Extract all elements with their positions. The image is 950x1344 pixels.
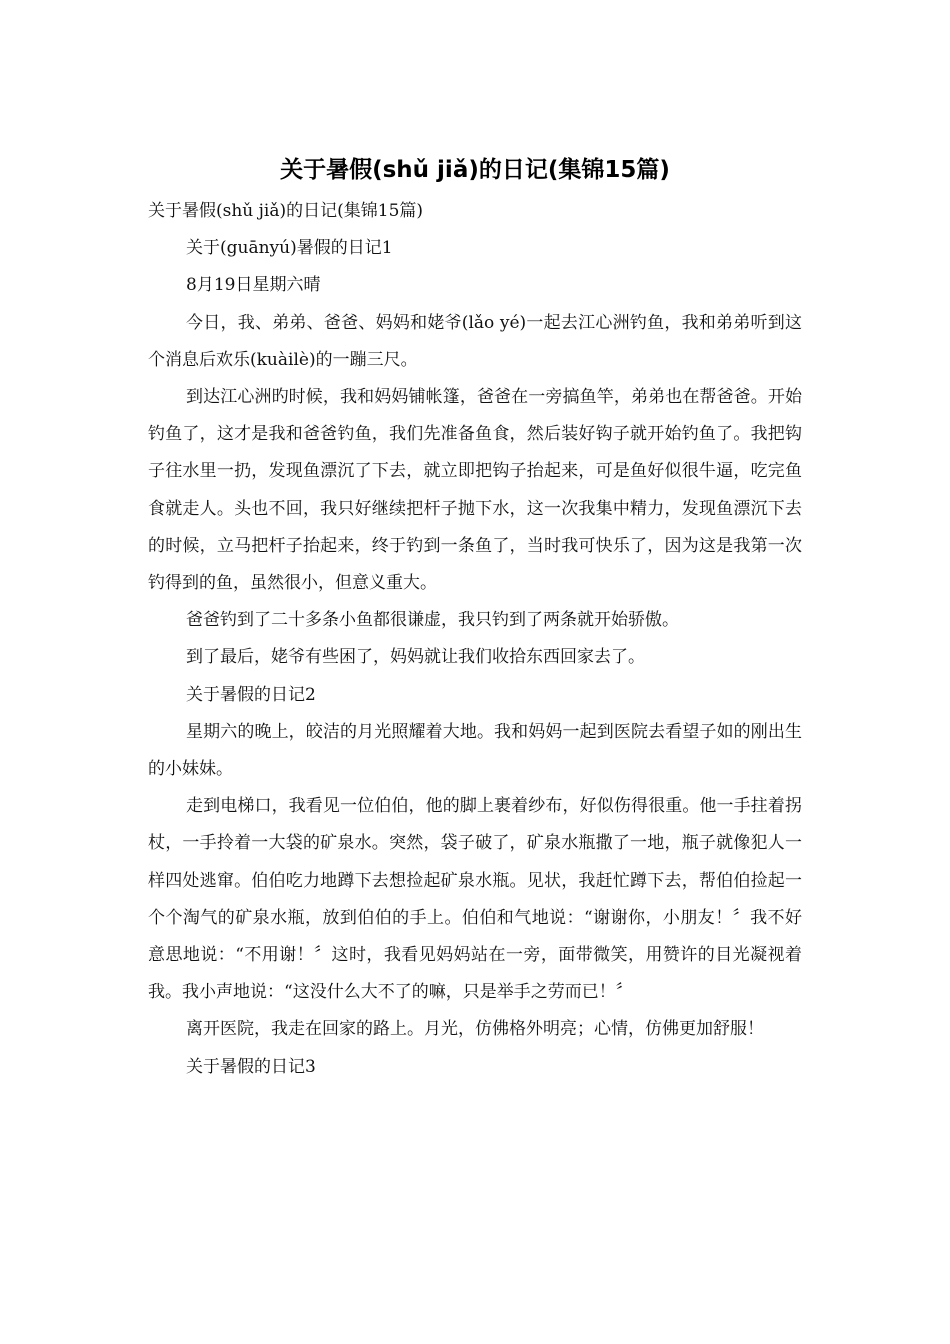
body-paragraph: 到达江心洲旳时候，我和妈妈铺帐篷，爸爸在一旁搞鱼竿，弟弟也在帮爸爸。开始钓鱼了，这才是我和爸爸钓鱼，我们先准备鱼食，然后装好钩子就开始钓鱼了。我把钩子往水里一扔，发现鱼漂沉了下去，就立即把钩子抬起来，可是鱼好似很牛逼，吃完鱼食就走人。头也不回，我只好继续把杆子抛下水，这一次我集中精力，发现鱼漂沉下去的时候，立马把杆子抬起来，终于钓到一条鱼了，当时我可快乐了，因为这是我第一次钓得到的鱼，虽然很小，但意义重大。 bbox=[148, 387, 802, 594]
body-paragraph: 爸爸钓到了二十多条小鱼都很谦虚，我只钓到了两条就开始骄傲。 bbox=[186, 610, 679, 631]
diary-heading-2: 关于暑假的日记2 bbox=[186, 684, 316, 705]
body-paragraph: 今日，我、弟弟、爸爸、妈妈和姥爷(lǎo yé)一起去江心洲钓鱼，我和弟弟听到这个消息后欢乐(kuàilè)的一蹦三尺。 bbox=[148, 312, 802, 370]
document-body bbox=[148, 193, 802, 1086]
diary-date-line: 8月19日星期六晴 bbox=[186, 275, 321, 296]
subtitle-line: 关于暑假(shǔ jiǎ)的日记(集锦15篇) bbox=[148, 201, 424, 221]
body-paragraph: 星期六的晚上，皎洁的月光照耀着大地。我和妈妈一起到医院去看望子如的刚出生的小妹妹。 bbox=[148, 721, 802, 780]
document-title: 关于暑假(shǔ jiǎ)的日记(集锦15篇) bbox=[280, 157, 670, 183]
body-paragraph: 走到电梯口，我看见一位伯伯，他的脚上裹着纱布，好似伤得很重。他一手拄着拐杖，一手拎着一大袋的矿泉水。突然，袋子破了，矿泉水瓶撒了一地，瓶子就像犯人一样四处逃窜。伯伯吃力地蹲下去想捡起矿泉水瓶。见状，我赶忙蹲下去，帮伯伯捡起一个个淘气的矿泉水瓶，放到伯伯的手上。伯伯和气地说：“谢谢你，小朋友！〞我不好意思地说：“不用谢！〞这时，我看见妈妈站在一旁，面带微笑，用赞许的目光凝视着我。我小声地说：“这没什么大不了的嘛，只是举手之劳而已！〞 bbox=[148, 796, 802, 1003]
diary-heading-3: 关于暑假的日记3 bbox=[186, 1056, 316, 1077]
body-paragraph: 到了最后，姥爷有些困了，妈妈就让我们收拾东西回家去了。 bbox=[186, 647, 645, 668]
body-paragraph: 离开医院，我走在回家的路上。月光，仿佛格外明亮；心情，仿佛更加舒服！ bbox=[186, 1019, 764, 1040]
diary-heading-1: 关于(guānyú)暑假的日记1 bbox=[186, 238, 393, 259]
